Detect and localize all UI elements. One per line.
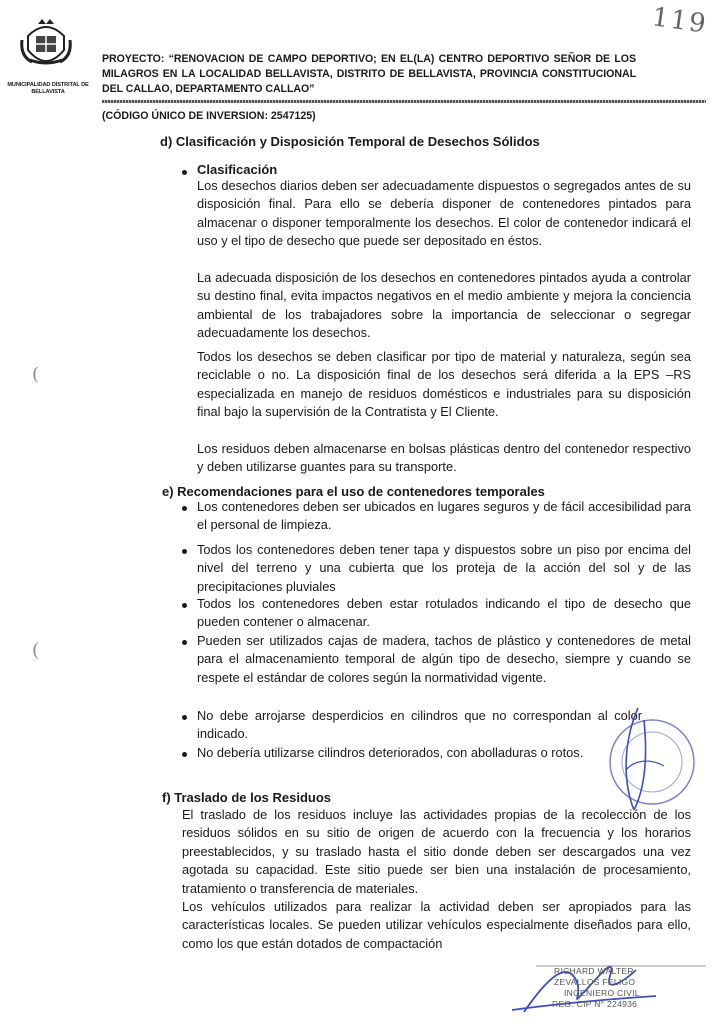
section-e-item-3: Todos los contenedores deben estar rotulados indicando el tipo de desecho que pueden contener o almacenar. xyxy=(197,596,691,630)
project-title: PROYECTO: “RENOVACION DE CAMPO DEPORTIVO; EN EL(LA) CENTRO DEPORTIVO SEÑOR DE LOS MILAGROS EN LA LOCALIDAD BELLAVISTA, DISTRITO DE BELLAVISTA, PROVINCIA CONSTITUCIONAL DEL CALLAO, DEPARTAMENTO CALLAO” xyxy=(102,53,636,95)
stamp-line-name: RICHARD WALTER xyxy=(554,966,634,976)
section-d-subtitle: Clasificación xyxy=(197,162,278,177)
section-e-item-1: Los contenedores deben ser ubicados en lugares seguros y de fácil accesibilidad para el personal de limpieza. xyxy=(197,499,691,533)
section-d-paragraph-4: Los residuos deben almacenarse en bolsas plásticas dentro del contenedor respectivo y deben utilizarse guantes para su transporte. xyxy=(197,441,691,475)
section-e-item-4: Pueden ser utilizados cajas de madera, tachos de plástico y contenedores de metal para el almacenamiento temporal de algún tipo de desecho, siempre y cuando se respete el estándar de colores según la normatividad vigente. xyxy=(197,633,691,685)
section-e-title: e) Recomendaciones para el uso de contenedores temporales xyxy=(162,484,545,499)
investment-code: (CÓDIGO ÚNICO DE INVERSION: 2547125) xyxy=(102,110,316,122)
bullet-icon xyxy=(182,549,187,554)
section-e-item-5: No debe arrojarse desperdicios en cilindros que no correspondan al color indicado. xyxy=(197,708,642,742)
stamp-line-registration: REG. CIP N° 224936 xyxy=(552,999,638,1009)
engineer-stamp xyxy=(506,950,706,1020)
section-f-paragraph-2: Los vehículos utilizados para realizar la actividad deben ser apropiados para las características locales. Se pueden utilizar vehículos especialmente diseñados para ello, como los que están dotados de compactación xyxy=(182,899,691,951)
section-d-paragraph-3: Todos los desechos se deben clasificar por tipo de material y naturaleza, según sea reciclable o no. La disposición final de los desechos será diferida a la EPS –RS especializada en manejo de residuos domésticos e industriales para su disposición final bajo la supervisión de la Contratista y El Cliente. xyxy=(197,349,691,420)
bullet-icon xyxy=(182,640,187,645)
margin-mark: ( xyxy=(32,640,40,661)
bullet-icon xyxy=(182,752,187,757)
bullet-icon xyxy=(182,603,187,608)
section-d-paragraph-1: Los desechos diarios deben ser adecuadamente dispuestos o segregados antes de su disposición final. Para ello se debería disponer de contenedores pintados para almacenar o disponer temporalmente los desechos. El color de contenedor indicará el uso y el tipo de desecho que puede ser depositado en éstos. xyxy=(197,178,691,249)
section-d-title: d) Clasificación y Disposición Temporal de Desechos Sólidos xyxy=(160,134,540,149)
stamp-line-surname: ZEVALLOS FELIGO xyxy=(554,977,636,987)
section-f-title: f) Traslado de los Residuos xyxy=(162,790,332,805)
margin-mark: ( xyxy=(32,364,40,385)
section-e-item-2: Todos los contenedores deben tener tapa y dispuestos sobre un piso por encima del nivel del terreno y una cubierta que los proteja de la acción del sol y de las precipitaciones pluviales xyxy=(197,542,691,594)
bullet-icon xyxy=(182,170,187,175)
header-divider xyxy=(102,100,706,103)
bullet-icon xyxy=(182,506,187,511)
stamp-line-profession: INGENIERO CIVIL xyxy=(564,988,640,998)
page-number: 119 xyxy=(650,2,710,40)
section-e-item-6: No debería utilizarse cilindros deteriorados, con abolladuras o rotos. xyxy=(197,745,584,760)
bullet-icon xyxy=(182,715,187,720)
municipality-name: MUNICIPALIDAD DISTRITAL DE BELLAVISTA xyxy=(7,82,89,95)
seal-stamp-icon xyxy=(604,700,700,820)
section-d-paragraph-2: La adecuada disposición de los desechos en contenedores pintados ayuda a controlar su destino final, evita impactos negativos en el medio ambiente y mejora la conciencia ambiental de los trabajadores sobre la importancia de seleccionar o segregar adecuadamente los desechos. xyxy=(197,270,691,341)
section-f-paragraph-1: El traslado de los residuos incluye las actividades propias de la recolección de los residuos sólidos en su sitio de origen de acuerdo con la frecuencia y los horarios preestablecidos, y su traslado hasta el sitio donde deben ser descargados una vez agotada su capacidad. Este sitio puede ser bien una instalación de procesamiento, tratamiento o transferencia de materiales. xyxy=(182,807,691,896)
municipality-logo-icon xyxy=(18,16,74,72)
